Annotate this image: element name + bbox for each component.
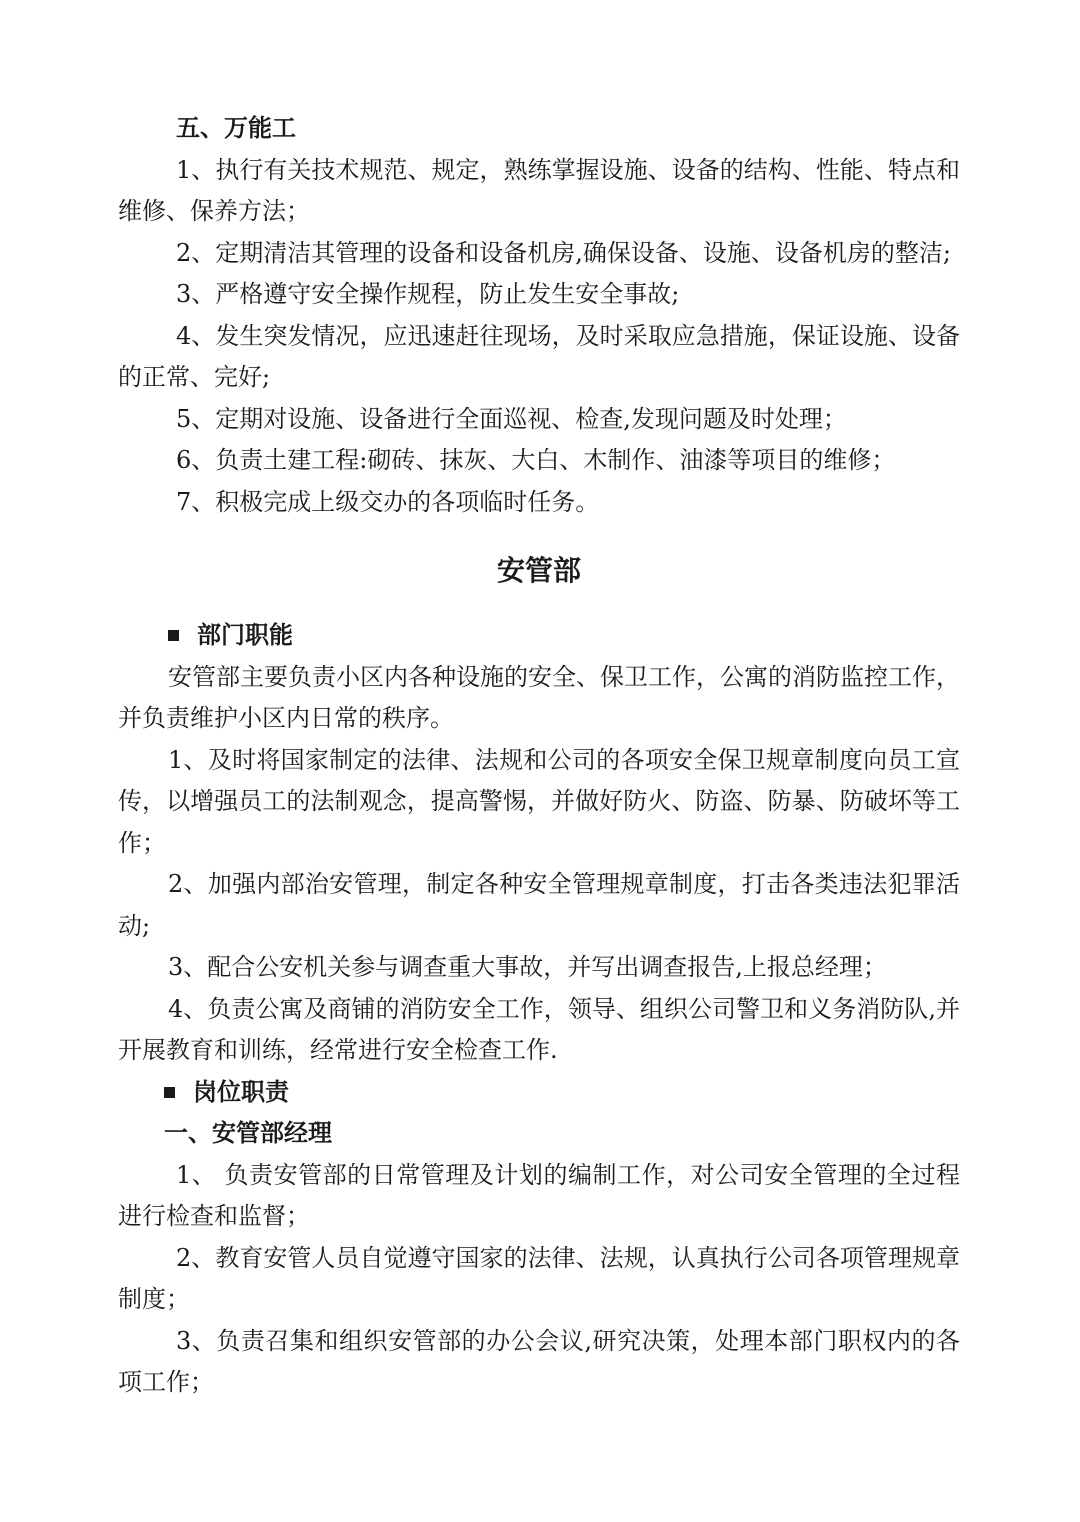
list-item: 2、定期清洁其管理的设备和设备机房,确保设备、设施、设备机房的整洁; [176, 238, 951, 267]
list-item: 2、加强内部治安管理，制定各种安全管理规章制度，打击各类违法犯罪活动; [118, 870, 960, 940]
list-item: 1、执行有关技术规范、规定，熟练掌握设施、设备的结构、性能、特点和维修、保养方法； [118, 155, 960, 225]
document-page [118, 108, 960, 1404]
functions-heading [118, 615, 960, 657]
functions-intro: 安管部主要负责小区内各种设施的安全、保卫工作，公寓的消防监控工作，并负责维护小区内日常的秩序。 [118, 662, 960, 732]
list-item: 6、负责土建工程:砌砖、抹灰、大白、木制作、油漆等项目的维修； [176, 446, 896, 474]
functions-heading-label: 部门职能 [197, 621, 293, 649]
duties-heading [118, 1072, 960, 1114]
square-bullet-icon [164, 1087, 175, 1098]
section-heading-handyman: 五、万能工 [176, 114, 296, 142]
list-item: 7、积极完成上级交办的各项临时任务。 [176, 487, 600, 516]
square-bullet-icon [168, 630, 179, 641]
list-item: 3、配合公安机关参与调查重大事故，并写出调查报告,上报总经理； [168, 953, 887, 981]
list-item: 3、严格遵守安全操作规程，防止发生安全事故; [176, 280, 680, 308]
duties-heading-label: 岗位职责 [193, 1077, 289, 1106]
list-item: 1、 负责安管部的日常管理及计划的编制工作，对公司安全管理的全过程进行检查和监督； [118, 1160, 960, 1230]
list-item: 1、及时将国家制定的法律、法规和公司的各项安全保卫规章制度向员工宣传，以增强员工的法制观念，提高警惕，并做好防火、防盗、防暴、防破坏等工作； [118, 745, 960, 857]
list-item: 4、负责公寓及商铺的消防安全工作，领导、组织公司警卫和义务消防队,并开展教育和训练，经常进行安全检查工作. [118, 994, 960, 1064]
manager-heading: 一、安管部经理 [164, 1119, 332, 1147]
list-item: 3、负责召集和组织安管部的办公会议,研究决策，处理本部门职权内的各项工作； [118, 1326, 960, 1396]
list-item: 2、教育安管人员自觉遵守国家的法律、法规，认真执行公司各项管理规章制度； [118, 1243, 960, 1313]
list-item: 5、定期对设施、设备进行全面巡视、检查,发现问题及时处理； [176, 404, 847, 433]
list-item: 4、发生突发情况，应迅速赶往现场，及时采取应急措施，保证设施、设备的正常、完好; [118, 321, 960, 391]
department-title: 安管部 [496, 554, 581, 587]
